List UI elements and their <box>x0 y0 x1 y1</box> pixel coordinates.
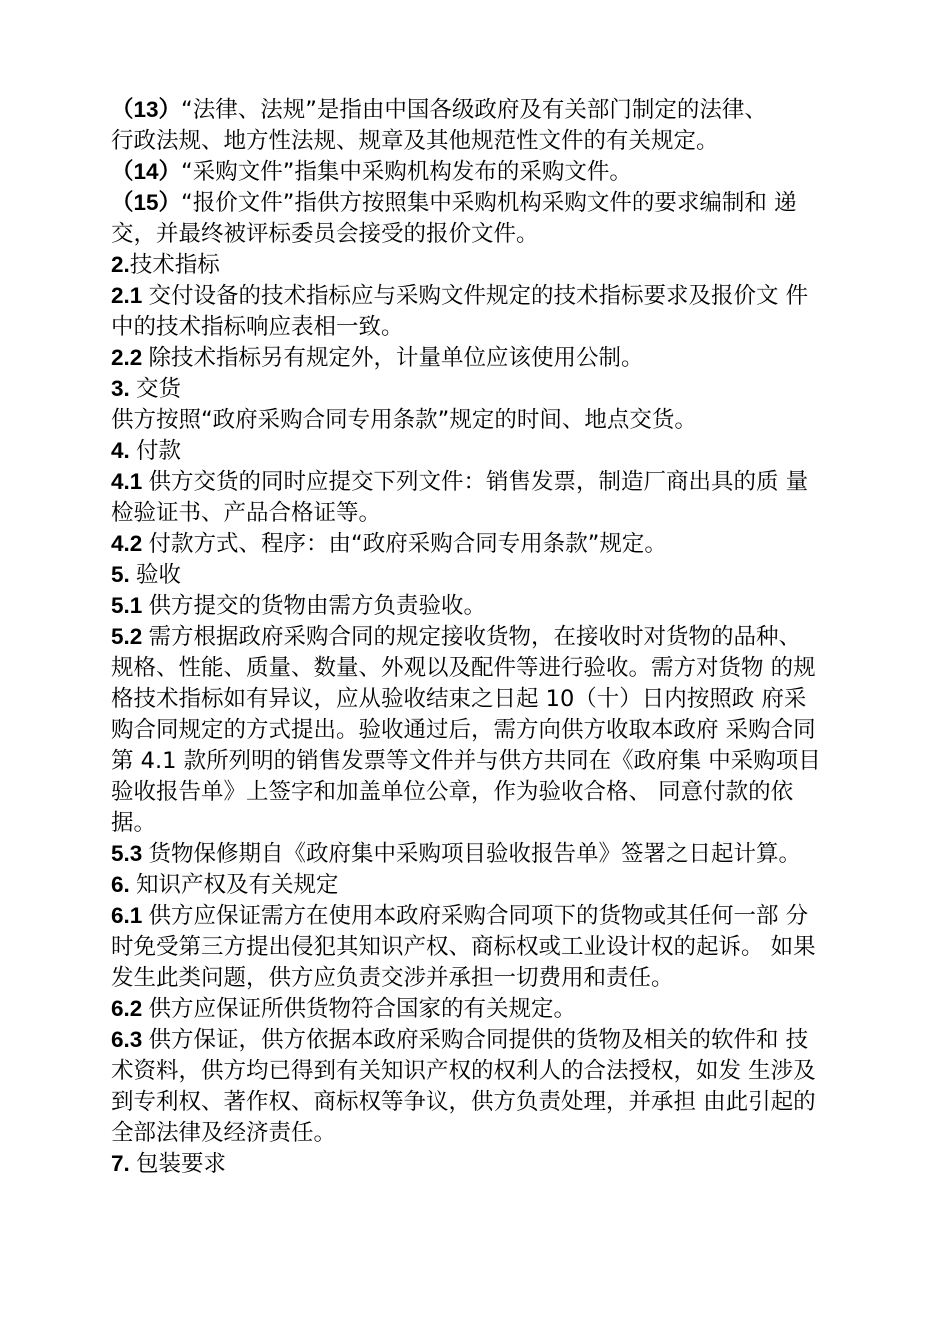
line-text: 到专利权、著作权、商标权等争议，供方负责处理，并承担 由此引起的 <box>111 1089 816 1115</box>
line-text: “法律、法规”是指由中国各级政府及有关部门制定的法律、 <box>181 97 767 123</box>
line-text: 技术指标 <box>129 252 220 278</box>
paragraph-line <box>111 931 861 962</box>
paragraph-line <box>111 187 861 218</box>
paragraph-line <box>111 311 861 342</box>
section-heading <box>111 249 861 280</box>
line-text: 规格、性能、质量、数量、外观以及配件等进行验收。需方对货物 的规 <box>111 655 816 681</box>
line-text: 包装要求 <box>136 1151 227 1177</box>
line-text: 行政法规、地方性法规、规章及其他规范性文件的有关规定。 <box>111 128 719 154</box>
line-text: 供方按照“政府采购合同专用条款”规定的时间、地点交货。 <box>111 407 697 433</box>
paragraph-line <box>111 1117 861 1148</box>
paragraph-line <box>111 280 861 311</box>
line-number: 4.1 <box>111 469 149 494</box>
paragraph-line <box>111 404 861 435</box>
paragraph-line <box>111 497 861 528</box>
line-number: （15） <box>111 190 182 215</box>
line-text: 交，并最终被评标委员会接受的报价文件。 <box>111 221 539 247</box>
line-text: 需方根据政府采购合同的规定接收货物，在接收时对货物的品种、 <box>148 624 802 650</box>
line-number: 4. <box>111 438 137 463</box>
line-number: 4.2 <box>111 531 149 556</box>
line-number: 6.1 <box>111 903 149 928</box>
paragraph-line <box>111 993 861 1024</box>
line-number: （13） <box>111 97 182 122</box>
section-heading <box>111 1148 861 1179</box>
paragraph-line <box>111 218 861 249</box>
paragraph-line <box>111 714 861 745</box>
line-text: 第 4.1 款所列明的销售发票等文件并与供方共同在《政府集 中采购项目 <box>111 748 821 774</box>
line-text: 发生此类问题，供方应负责交涉并承担一切费用和责任。 <box>111 965 674 991</box>
paragraph-line <box>111 621 861 652</box>
section-heading <box>111 435 861 466</box>
line-number: 2. <box>111 252 130 277</box>
line-text: 验收报告单》上签字和加盖单位公章，作为验收合格、 同意付款的依 <box>111 779 794 805</box>
line-text: 据。 <box>111 810 157 836</box>
line-number: 5.1 <box>111 593 149 618</box>
line-number: 7. <box>111 1151 137 1176</box>
line-text: 交货 <box>136 376 182 402</box>
line-text: 交付设备的技术指标应与采购文件规定的技术指标要求及报价文 件 <box>148 283 809 309</box>
line-number: 6.3 <box>111 1027 149 1052</box>
paragraph-line <box>111 900 861 931</box>
line-text: “采购文件”指集中采购机构发布的采购文件。 <box>181 159 632 185</box>
line-text: 检验证书、产品合格证等。 <box>111 500 382 526</box>
paragraph-line <box>111 466 861 497</box>
line-text: 供方提交的货物由需方负责验收。 <box>148 593 487 619</box>
line-text: 验收 <box>136 562 182 588</box>
line-text: 格技术指标如有异议，应从验收结束之日起 10（十）日内按照政 府采 <box>111 686 807 712</box>
line-number: 6. <box>111 872 137 897</box>
line-text: 除技术指标另有规定外，计量单位应该使用公制。 <box>148 345 644 371</box>
section-heading <box>111 869 861 900</box>
line-text: 供方应保证需方在使用本政府采购合同项下的货物或其任何一部 分 <box>148 903 809 929</box>
line-text: 中的技术指标响应表相一致。 <box>111 314 404 340</box>
line-text: 时免受第三方提出侵犯其知识产权、商标权或工业设计权的起诉。 如果 <box>111 934 816 960</box>
paragraph-line <box>111 1086 861 1117</box>
line-number: 2.2 <box>111 345 149 370</box>
line-number: 6.2 <box>111 996 149 1021</box>
paragraph-line <box>111 652 861 683</box>
paragraph-line <box>111 683 861 714</box>
line-text: 付款方式、程序：由“政府采购合同专用条款”规定。 <box>148 531 667 557</box>
line-number: 3. <box>111 376 137 401</box>
line-number: 5. <box>111 562 137 587</box>
line-text: 货物保修期自《政府集中采购项目验收报告单》签署之日起计算。 <box>148 841 802 867</box>
line-text: 付款 <box>136 438 182 464</box>
line-text: 供方应保证所供货物符合国家的有关规定。 <box>148 996 577 1022</box>
paragraph-line <box>111 94 861 125</box>
line-number: （14） <box>111 159 182 184</box>
paragraph-line <box>111 528 861 559</box>
line-text: “报价文件”指供方按照集中采购机构采购文件的要求编制和 递 <box>181 190 797 216</box>
paragraph-line <box>111 838 861 869</box>
paragraph-line <box>111 745 861 776</box>
paragraph-line <box>111 1024 861 1055</box>
line-text: 知识产权及有关规定 <box>136 872 339 898</box>
line-text: 供方交货的同时应提交下列文件：销售发票，制造厂商出具的质 量 <box>148 469 809 495</box>
line-number: 5.3 <box>111 841 149 866</box>
paragraph-line <box>111 962 861 993</box>
paragraph-line <box>111 776 861 807</box>
line-text: 术资料，供方均已得到有关知识产权的权利人的合法授权，如发 生涉及 <box>111 1058 816 1084</box>
paragraph-line <box>111 342 861 373</box>
paragraph-line <box>111 125 861 156</box>
section-heading <box>111 559 861 590</box>
line-text: 供方保证，供方依据本政府采购合同提供的货物及相关的软件和 技 <box>148 1027 809 1053</box>
line-text: 全部法律及经济责任。 <box>111 1120 337 1146</box>
paragraph-line <box>111 590 861 621</box>
document-body <box>111 94 861 1179</box>
section-heading <box>111 373 861 404</box>
paragraph-line <box>111 156 861 187</box>
line-text: 购合同规定的方式提出。验收通过后，需方向供方收取本政府 采购合同 <box>111 717 816 743</box>
paragraph-line <box>111 1055 861 1086</box>
line-number: 2.1 <box>111 283 149 308</box>
paragraph-line <box>111 807 861 838</box>
line-number: 5.2 <box>111 624 149 649</box>
